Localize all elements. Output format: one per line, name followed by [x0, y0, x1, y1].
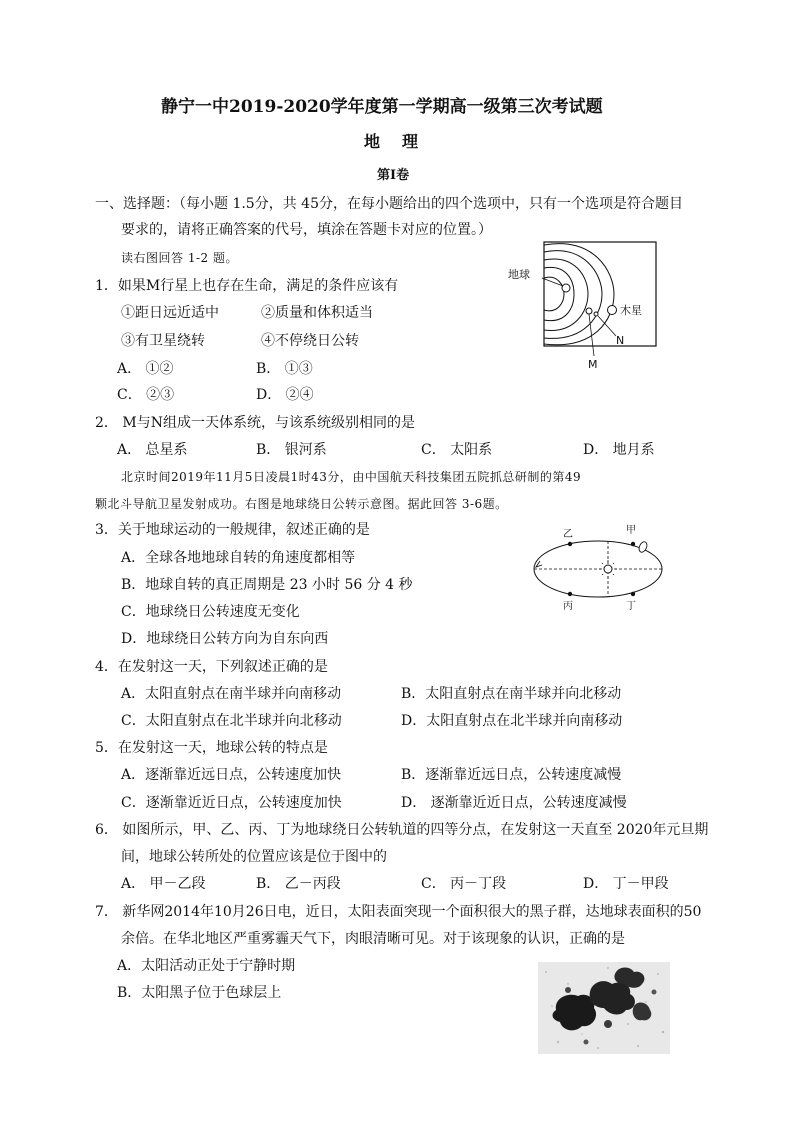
- q6-stem-line-2: 间，地球公转所处的位置应该是位于图中的: [121, 849, 387, 865]
- q1-statement-4: ④不停绕日公转: [261, 333, 359, 349]
- q5-stem: 5．在发射这一天，地球公转的特点是: [95, 740, 328, 756]
- figure-frame: [544, 242, 656, 346]
- point-bing: [568, 592, 572, 596]
- earth-orbit-figure: [530, 525, 670, 615]
- orbit-3: [544, 259, 588, 330]
- q4-stem: 4．在发射这一天，下列叙述正确的是: [95, 659, 328, 675]
- orbit-2: [544, 267, 574, 320]
- label-yi: 乙: [563, 529, 573, 540]
- volume-title: 第Ⅰ卷: [377, 168, 410, 183]
- q7-stem-line-1: 7． 新华网2014年10月26日电，近日，太阳表面突现一个面积很大的黑子群，达地球表面积的50: [95, 904, 702, 920]
- earth-planet: [562, 284, 570, 292]
- orbit-4: [544, 251, 602, 339]
- label-jia: 甲: [626, 525, 636, 536]
- label-earth: 地球: [508, 268, 530, 281]
- label-bing: 丙: [563, 601, 573, 612]
- q7-option-b[interactable]: B．太阳黑子位于色球层上: [117, 985, 282, 1001]
- q1-option-c[interactable]: C． ②③: [117, 387, 175, 403]
- jupiter-planet: [608, 306, 617, 315]
- point-jia: [631, 542, 635, 546]
- exam-title: 静宁一中2019-2020学年度第一学期高一级第三次考试题: [161, 97, 603, 117]
- q3-option-c[interactable]: C．地球绕日公转速度无变化: [121, 604, 300, 620]
- earth-symbol: [638, 541, 649, 554]
- passage-line-1: 北京时间2019年11月5日凌晨1时43分，由中国航天科技集团五院抓总研制的第49: [121, 470, 582, 484]
- q2-stem: 2． M与N组成一天体系统，与该系统级别相同的是: [95, 415, 415, 431]
- q1-statement-3: ③有卫星绕转: [121, 333, 205, 349]
- q5-option-a[interactable]: A．逐渐靠近远日点，公转速度加快: [121, 767, 342, 783]
- q2-option-a[interactable]: A． 总星系: [117, 442, 188, 458]
- point-yi: [568, 542, 572, 546]
- sunspot-photo: [538, 962, 670, 1054]
- q3-option-a[interactable]: A．全球各地地球自转的角速度都相等: [121, 550, 356, 566]
- read-note-1: 读右图回答 1-2 题。: [121, 251, 238, 265]
- q6-option-c[interactable]: C． 丙－丁段: [421, 876, 507, 892]
- q4-option-b[interactable]: B．太阳直射点在南半球并向北移动: [401, 686, 622, 702]
- q6-option-a[interactable]: A． 甲－乙段: [121, 876, 206, 892]
- label-jupiter: 木星: [620, 304, 642, 317]
- solar-system-figure: [508, 240, 658, 370]
- q2-option-b[interactable]: B． 银河系: [256, 442, 327, 458]
- q6-option-b[interactable]: B． 乙－丙段: [256, 876, 341, 892]
- q1-statement-2: ②质量和体积适当: [261, 305, 373, 321]
- point-ding: [631, 592, 635, 596]
- label-ding: 丁: [626, 601, 636, 612]
- sunspot-small-1: [565, 987, 571, 993]
- q2-option-c[interactable]: C． 太阳系: [421, 442, 493, 458]
- sunspot-small-3: [652, 990, 657, 995]
- sunspot-small-4: [584, 1040, 589, 1045]
- m-planet: [586, 308, 592, 314]
- q3-option-d[interactable]: D．地球绕日公转方向为自东向西: [121, 631, 329, 647]
- subject-title: 地理: [364, 132, 441, 151]
- sun: [604, 565, 612, 573]
- q5-option-c[interactable]: C．逐渐靠近近日点，公转速度加快: [121, 795, 342, 811]
- label-n: N: [616, 334, 625, 347]
- label-m: M: [588, 358, 598, 371]
- q1-option-d[interactable]: D． ②④: [256, 387, 314, 403]
- q6-option-d[interactable]: D． 丁－甲段: [583, 876, 669, 892]
- q7-stem-line-2: 余倍。在华北地区严重雾霾天气下，肉眼清晰可见。对于该现象的认识，正确的是: [121, 931, 625, 947]
- q7-option-a[interactable]: A．太阳活动正处于宁静时期: [117, 958, 296, 974]
- q6-stem-line-1: 6． 如图所示，甲、乙、丙、丁为地球绕日公转轨道的四等分点，在发射这一天直至 2020年元旦期: [95, 822, 709, 838]
- q1-statement-1: ①距日远近适中: [121, 305, 219, 321]
- q3-option-b[interactable]: B．地球自转的真正周期是 23 小时 56 分 4 秒: [121, 577, 413, 593]
- passage-line-2: 颗北斗导航卫星发射成功。右图是地球绕日公转示意图。据此回答 3-6题。: [95, 497, 508, 511]
- direction-arrow: [536, 561, 542, 567]
- q2-option-d[interactable]: D． 地月系: [583, 442, 655, 458]
- q5-option-b[interactable]: B．逐渐靠近远日点，公转速度减慢: [401, 767, 622, 783]
- n-leader: [598, 316, 616, 336]
- q1-stem: 1．如果M行星上也存在生命，满足的条件应该有: [95, 278, 399, 294]
- q1-option-a[interactable]: A． ①②: [117, 361, 174, 377]
- instruction-line-2: 要求的，请将正确答案的代号，填涂在答题卡对应的位置。）: [121, 222, 492, 238]
- q4-option-c[interactable]: C．太阳直射点在北半球并向北移动: [121, 713, 342, 729]
- n-planet: [594, 312, 598, 316]
- q5-option-d[interactable]: D． 逐渐靠近近日点，公转速度减慢: [401, 795, 627, 811]
- q4-option-a[interactable]: A．太阳直射点在南半球并向南移动: [121, 686, 342, 702]
- instruction-line-1: 一、选择题：（每小题 1.5分，共 45分，在每小题给出的四个选项中，只有一个选项是符合题目: [95, 196, 683, 212]
- q1-option-b[interactable]: B． ①③: [256, 361, 313, 377]
- q3-stem: 3．关于地球运动的一般规律，叙述正确的是: [95, 522, 370, 538]
- q4-option-d[interactable]: D．太阳直射点在北半球并向南移动: [401, 713, 623, 729]
- sunspot-small-2: [604, 1020, 612, 1028]
